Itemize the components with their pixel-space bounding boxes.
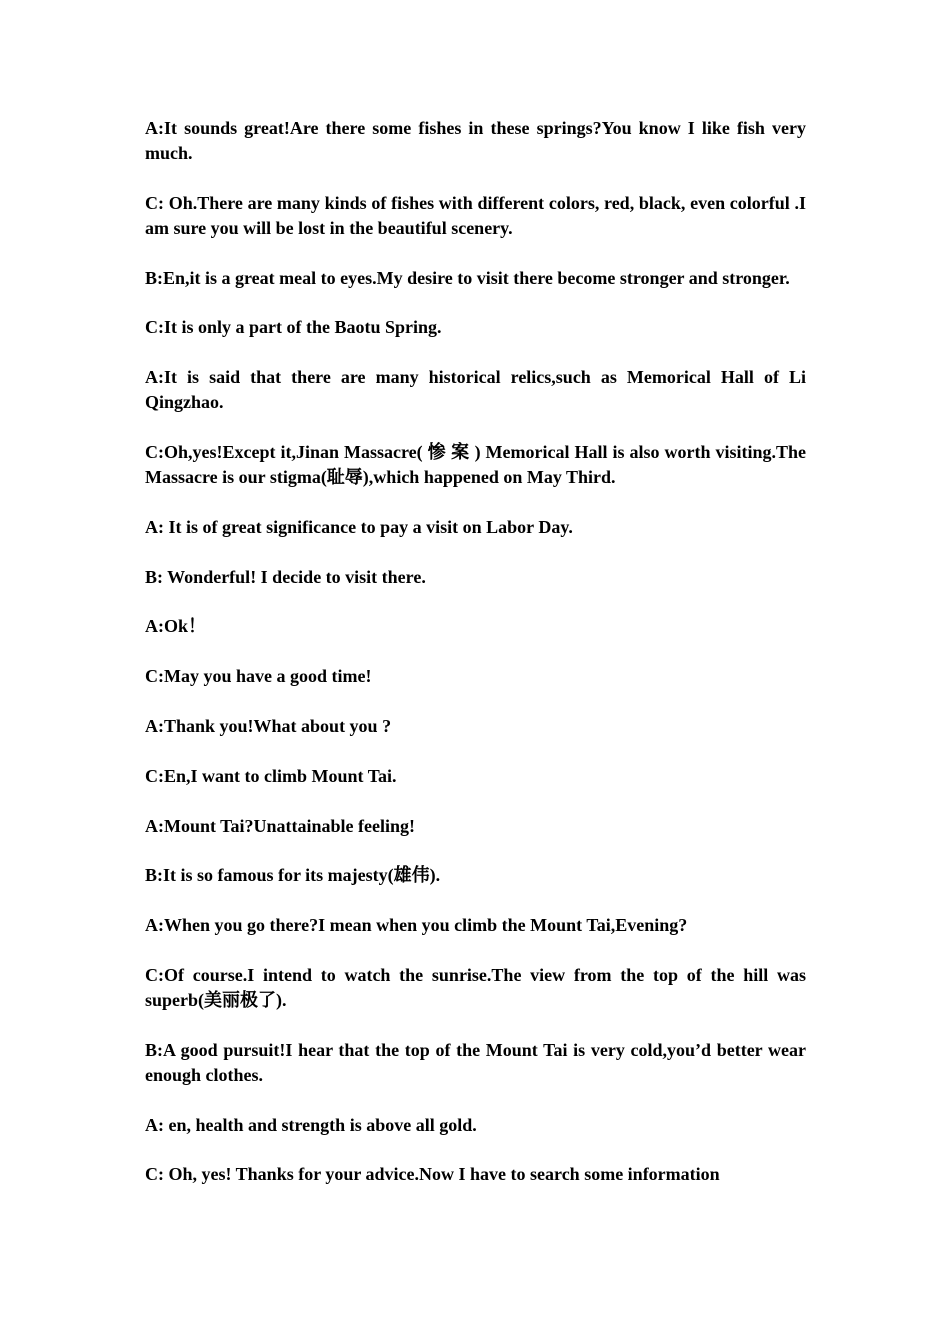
dialogue-line: B:It is so famous for its majesty(雄伟). bbox=[145, 865, 441, 886]
dialogue-line: A:Thank you!What about you ? bbox=[145, 715, 392, 736]
dialogue-line: A:It is said that there are many historical relics,such as Memorical Hall of Li Qingzhao. bbox=[145, 367, 806, 413]
dialogue-line: C:En,I want to climb Mount Tai. bbox=[145, 765, 397, 786]
dialogue-line: A:Mount Tai?Unattainable feeling! bbox=[145, 815, 416, 836]
dialogue-line: C:It is only a part of the Baotu Spring. bbox=[145, 317, 442, 338]
dialogue-line: B:A good pursuit!I hear that the top of the Mount Tai is very cold,you’d better wear enough clothes. bbox=[145, 1039, 806, 1085]
dialogue-line: A:When you go there?I mean when you climb the Mount Tai,Evening? bbox=[145, 915, 688, 936]
dialogue-line: A:Ok！ bbox=[145, 616, 207, 637]
dialogue-line: B: Wonderful! I decide to visit there. bbox=[145, 566, 426, 587]
dialogue-line: A: It is of great significance to pay a visit on Labor Day. bbox=[145, 516, 573, 537]
dialogue-line: A:It sounds great!Are there some fishes in these springs?You know I like fish very much. bbox=[145, 118, 806, 163]
dialogue-line: C: Oh.There are many kinds of fishes with different colors, red, black, even colorful .I am sure you will be lost in the beautiful scenery. bbox=[145, 192, 806, 238]
dialogue-line: C:Of course.I intend to watch the sunrise.The view from the top of the hill was superb(美丽极了). bbox=[145, 964, 806, 1010]
dialogue-line: C:Oh,yes!Except it,Jinan Massacre( 惨 案 ) Memorical Hall is also worth visiting.The Massacre is our stigma(耻辱),which happened on May Third. bbox=[145, 441, 806, 487]
dialogue-line: C:May you have a good time! bbox=[145, 666, 372, 687]
dialogue-line: C: Oh, yes! Thanks for your advice.Now I have to search some information bbox=[145, 1164, 720, 1185]
dialogue-line: A: en, health and strength is above all gold. bbox=[145, 1114, 477, 1135]
dialogue-body bbox=[145, 116, 806, 1214]
dialogue-line: B:En,it is a great meal to eyes.My desire to visit there become stronger and stronger. bbox=[145, 267, 790, 288]
